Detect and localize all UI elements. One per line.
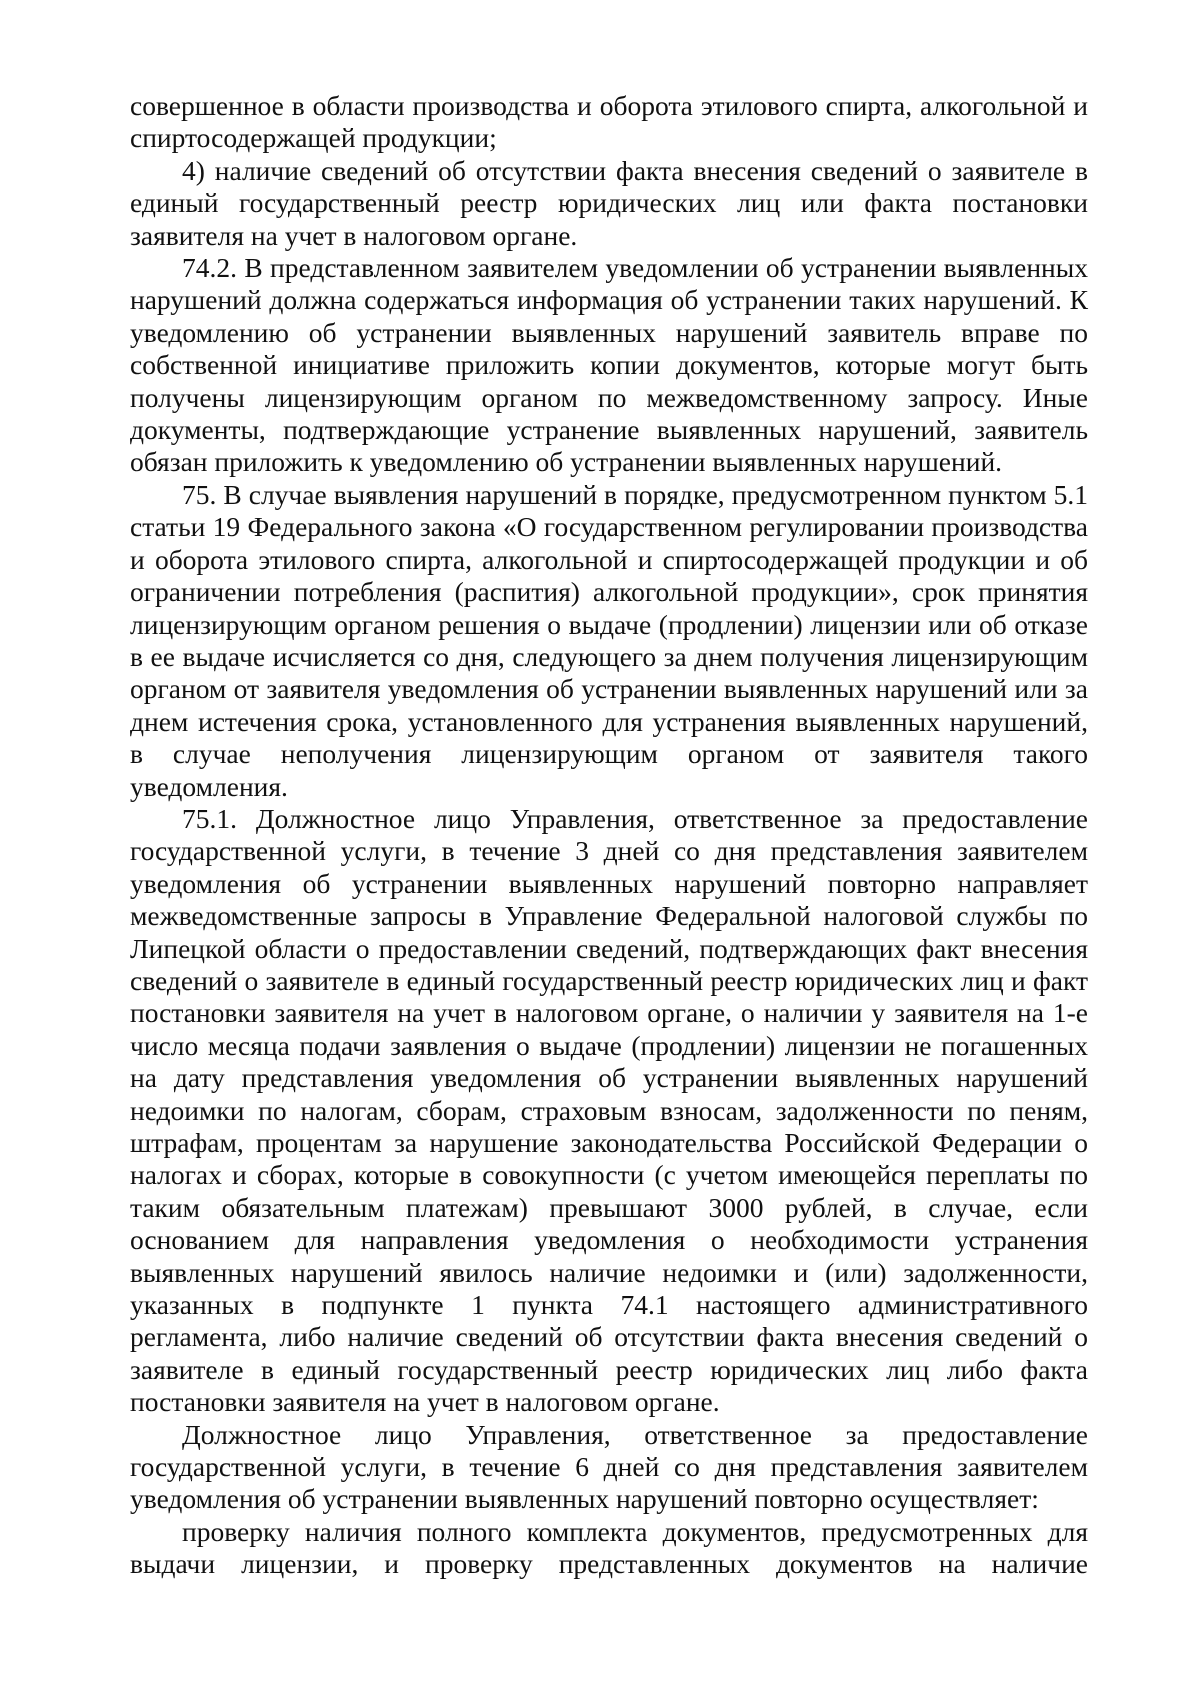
paragraph-75-1: 75.1. Должностное лицо Управления, ответственное за предоставление государственной услуги, в течение 3 дней со дня представления заявителем уведомления об устранении выявленных нарушений повторно направляет межведомственные запросы в Управление Федеральной налоговой службы по Липецкой области о предоставлении сведений, подтверждающих факт внесения сведений о заявителе в единый государственный реестр юридических лиц и факт постановки заявителя на учет в налоговом органе, о наличии у заявителя на 1-е число месяца подачи заявления о выдаче (продлении) лицензии не погашенных на дату представления уведомления об устранении выявленных нарушений недоимки по налогам, сборам, страховым взносам, задолженности по пеням, штрафам, процентам за нарушение законодательства Российской Федерации о налогах и сборах, которые в совокупности (с учетом имеющейся переплаты по таким обязательным платежам) превышают 3000 рублей, в случае, если основанием для направления уведомления о необходимости устранения выявленных нарушений явилось наличие недоимки и (или) задолженности, указанных в подпункте 1 пункта 74.1 настоящего административного регламента, либо наличие сведений об отсутствии факта внесения сведений о заявителе в единый государственный реестр юридических лиц либо факта постановки заявителя на учет в налоговом органе. bbox=[130, 802, 1088, 1418]
paragraph-item-4: 4) наличие сведений об отсутствии факта внесения сведений о заявителе в единый государственный реестр юридических лиц или факта постановки заявителя на учет в налоговом органе. bbox=[130, 154, 1088, 251]
paragraph-continuation: совершенное в области производства и оборота этилового спирта, алкогольной и спиртосодержащей продукции; bbox=[130, 90, 1088, 154]
paragraph-74-2: 74.2. В представленном заявителем уведомлении об устранении выявленных нарушений должна содержаться информация об устранении таких нарушений. К уведомлению об устранении выявленных нарушений заявитель вправе по собственной инициативе приложить копии документов, которые могут быть получены лицензирующим органом по межведомственному запросу. Иные документы, подтверждающие устранение выявленных нарушений, заявитель обязан приложить к уведомлению об устранении выявленных нарушений. bbox=[130, 252, 1088, 478]
paragraph-document-check: проверку наличия полного комплекта документов, предусмотренных для выдачи лицензии, и проверку представленных документов на наличие bbox=[130, 1515, 1088, 1580]
paragraph-75: 75. В случае выявления нарушений в порядке, предусмотренном пунктом 5.1 статьи 19 Федерального закона «О государственном регулировании производства и оборота этилового спирта, алкогольной и спиртосодержащей продукции и об ограничении потребления (распития) алкогольной продукции», срок принятия лицензирующим органом решения о выдаче (продлении) лицензии или об отказе в ее выдаче исчисляется со дня, следующего за днем получения лицензирующим органом от заявителя уведомления об устранении выявленных нарушений или за днем истечения срока, установленного для устранения выявленных нарушений, в случае неполучения лицензирующим органом от заявителя такого уведомления. bbox=[130, 478, 1088, 802]
paragraph-official-duties: Должностное лицо Управления, ответственное за предоставление государственной услуги, в течение 6 дней со дня представления заявителем уведомления об устранении выявленных нарушений повторно осуществляет: bbox=[130, 1418, 1088, 1515]
